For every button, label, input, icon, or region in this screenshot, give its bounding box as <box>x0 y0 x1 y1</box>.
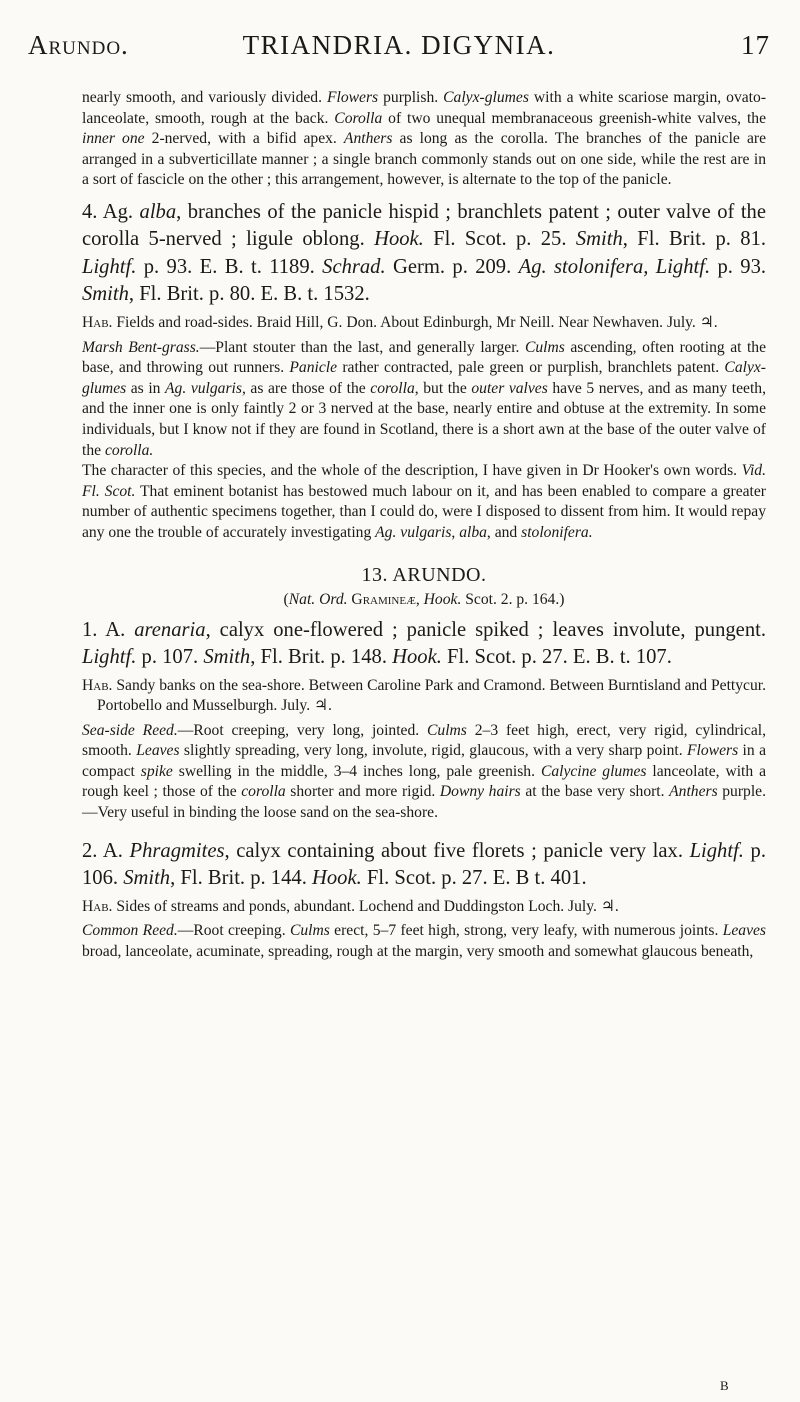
description-arundo-arenaria: Sea-side Reed.—Root creeping, very long, jointed. Culms 2–3 feet high, erect, very rigid, cylindrical, smooth. Leaves slightly spreading, very long, involute, rigid, glaucous, with a very sharp point. Flowers in a compact spike swelling in the middle, 3–4 inches long, pale greenish. Calycine glumes lanceolate, with a rough keel ; those of the corolla shorter and more rigid. Downy hairs at the base very short. Anthers purple.—Very useful in binding the loose sand on the sea-shore. <box>82 721 767 822</box>
header-class-order: TRIANDRIA. DIGYNIA. <box>242 30 556 60</box>
habitat-arundo-arenaria: Hab. Sandy banks on the sea-shore. Between Caroline Park and Cramond. Between Burntisland and Pettycur. Portobello and Musselburgh. July. ♃. <box>82 676 766 715</box>
description-agrostis-alba: Marsh Bent-grass.—Plant stouter than the last, and generally larger. Culms ascending, often rooting at the base, and throwing out runners. Panicle rather contracted, pale green or purplish, branchlets patent. Calyx-glumes as in Ag. vulgaris, as are those of the corolla, but the outer valves have 5 nerves, and as many teeth, and the inner one is only faintly 2 or 3 nerved at the base, nearly entire and obtuse at the extremity. In some individuals, but I know not if they are found in Scotland, there is a short awn at the base of the outer valve of the corolla. <box>82 338 767 459</box>
species-arundo-arenaria: 1. A. arenaria, calyx one-flowered ; panicle spiked ; leaves involute, pungent. Lightf. p. 107. Smith, Fl. Brit. p. 148. Hook. Fl. Scot. p. 27. E. B. t. 107. <box>82 618 766 668</box>
page-body <box>82 88 766 962</box>
note-agrostis: The character of this species, and the whole of the description, I have given in Dr Hooker's own words. Vid. Fl. Scot. That eminent botanist has bestowed much labour on it, and has been enabled to compare a greater number of authentic specimens together, than I could do, were I disposed to dissent from him. It would repay any one the trouble of accurately investigating Ag. vulgaris, alba, and stolonifera. <box>82 462 767 541</box>
habitat-arundo-phragmites: Hab. Sides of streams and ponds, abundant. Lochend and Duddingston Loch. July. ♃. <box>82 897 619 915</box>
description-arundo-phragmites: Common Reed.—Root creeping. Culms erect, 5–7 feet high, strong, very leafy, with numerous joints. Leaves broad, lanceolate, acuminate, spreading, rough at the margin, very smooth and somewhat glaucous beneath, <box>82 922 767 960</box>
page-number: 17 <box>741 30 770 60</box>
signature-mark: B <box>720 1378 729 1393</box>
natural-order: (Nat. Ord. Gramineæ, Hook. Scot. 2. p. 164.) <box>283 590 565 608</box>
continued-description: nearly smooth, and variously divided. Flowers purplish. Calyx-glumes with a white scariose margin, ovato-lanceolate, smooth, rough at the back. Corolla of two unequal membranaceous greenish-white valves, the inner one 2-nerved, with a bifid apex. Anthers as long as the corolla. The branches of the panicle are arranged in a subverticillate manner ; a single branch commonly stands out on one side, while the rest are in a sort of fascicle on the other ; this arrangement, however, is alternate to the top of the panicle. <box>82 89 767 189</box>
header-genus: Arundo. <box>28 30 129 60</box>
habitat-agrostis-alba: Hab. Fields and road-sides. Braid Hill, G. Don. About Edinburgh, Mr Neill. Near Newhaven. July. ♃. <box>82 313 718 331</box>
running-header <box>28 30 770 62</box>
species-arundo-phragmites: 2. A. Phragmites, calyx containing about five florets ; panicle very lax. Lightf. p. 106. Smith, Fl. Brit. p. 144. Hook. Fl. Scot. p. 27. E. B t. 401. <box>82 839 766 890</box>
species-agrostis-alba: 4. Ag. alba, branches of the panicle hispid ; branchlets patent ; outer valve of the corolla 5-nerved ; ligule oblong. Hook. Fl. Scot. p. 25. Smith, Fl. Brit. p. 81. Lightf. p. 93. E. B. t. 1189. Schrad. Germ. p. 209. Ag. stolonifera, Lightf. p. 93. Smith, Fl. Brit. p. 80. E. B. t. 1532. <box>82 200 767 306</box>
genus-heading: 13. ARUNDO. <box>361 563 487 586</box>
